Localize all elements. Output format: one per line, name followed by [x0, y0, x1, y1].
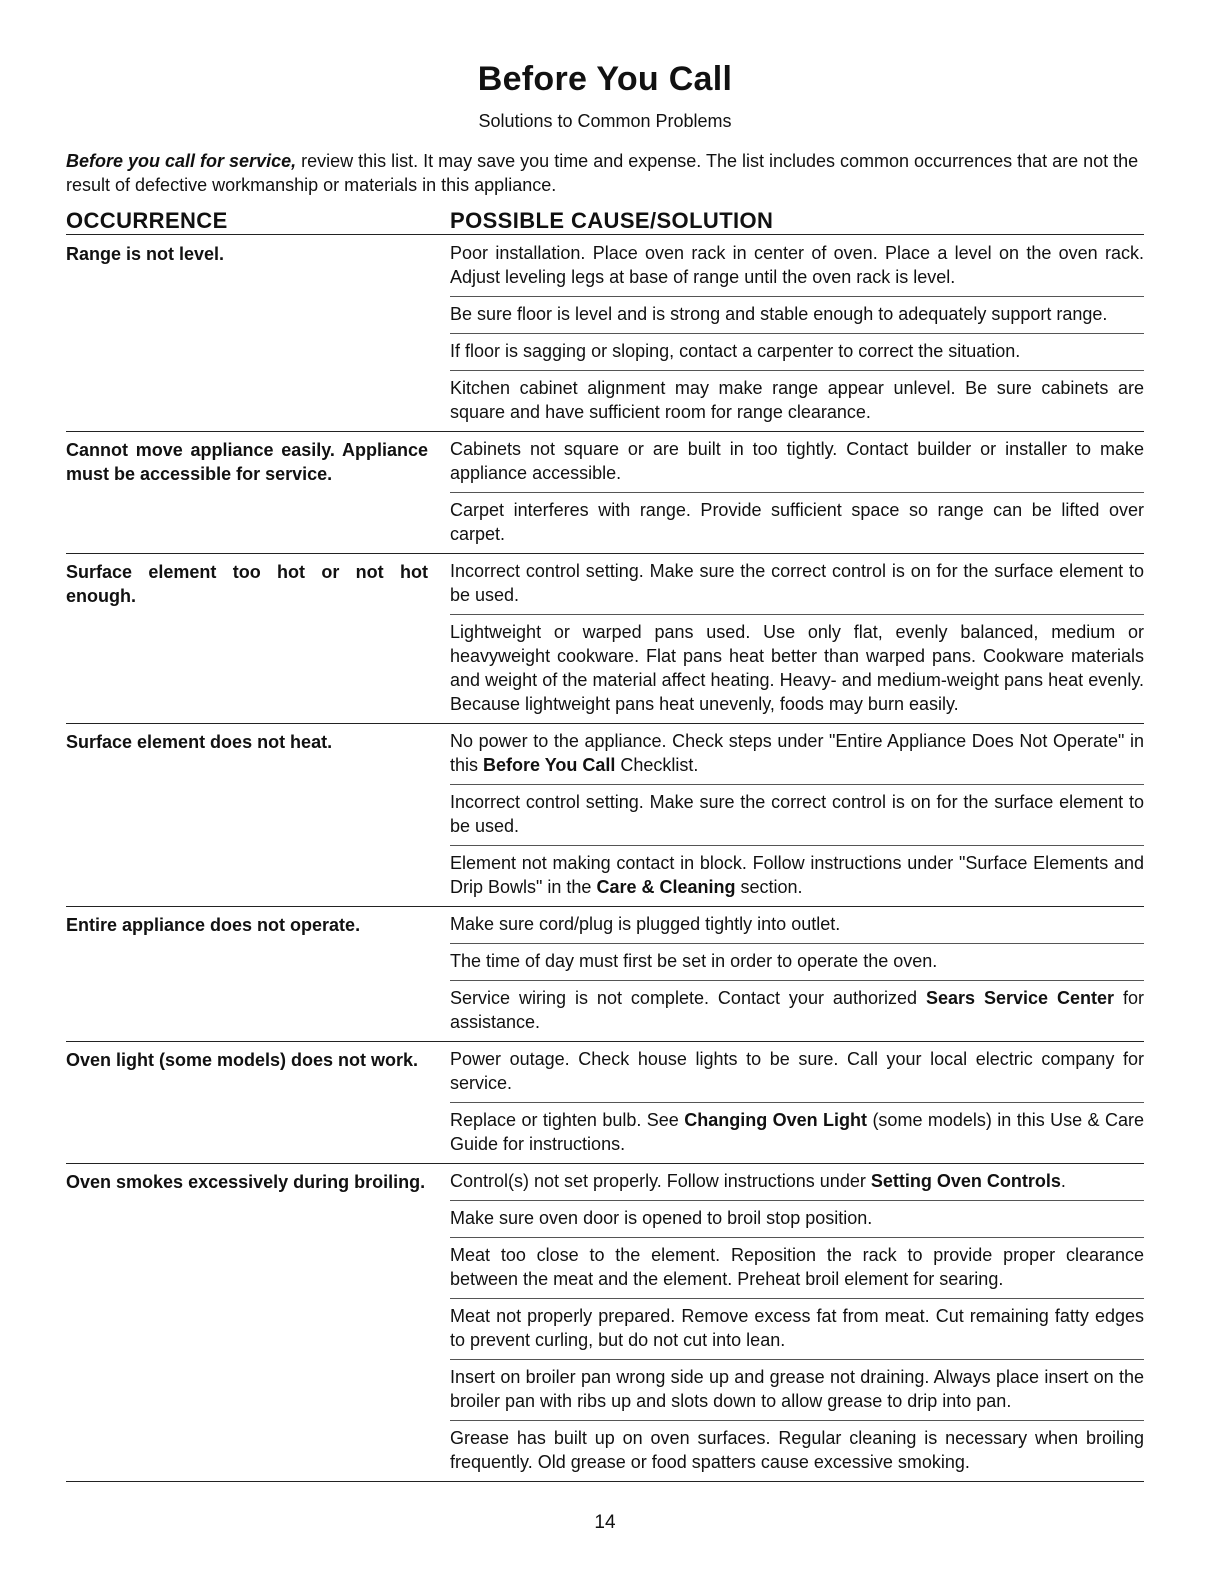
- solutions-cell: [450, 1164, 1144, 1481]
- solution-item: [450, 370, 1144, 431]
- solution-text: Power outage. Check house lights to be sure. Call your local electric company for service.: [450, 1049, 1144, 1093]
- solution-emphasis: Before You Call: [483, 755, 616, 775]
- solution-item: [450, 1237, 1144, 1298]
- occurrence-cell: Surface element does not heat.: [66, 732, 333, 752]
- solution-text: Incorrect control setting. Make sure the correct control is on for the surface element to be used.: [450, 792, 1144, 836]
- table-row: [66, 236, 1144, 432]
- solution-item: [450, 845, 1144, 906]
- intro-paragraph: [66, 149, 1144, 197]
- solution-item: [450, 1359, 1144, 1420]
- solutions-cell: [450, 236, 1144, 431]
- intro-lead: Before you call for service,: [66, 151, 297, 171]
- solution-text: Grease has built up on oven surfaces. Regular cleaning is necessary when broiling frequently. Old grease or food spatters cause excessive smoking.: [450, 1428, 1144, 1472]
- solution-text: Element not making contact in block. Follow instructions under "Surface Elements and Drip Bowls" in the: [450, 853, 1144, 897]
- solution-text: Insert on broiler pan wrong side up and grease not draining. Always place insert on the broiler pan with ribs up and slots down to allow grease to drip into pan.: [450, 1367, 1144, 1411]
- header-divider: [66, 234, 1144, 235]
- occurrence-cell: Cannot move appliance easily. Appliance must be accessible for service.: [66, 440, 428, 484]
- solution-text: .: [1060, 1171, 1066, 1191]
- solution-item: [450, 1164, 1144, 1200]
- solutions-cell: [450, 554, 1144, 723]
- occurrence-cell: Range is not level.: [66, 244, 225, 264]
- occurrence-header: OCCURRENCE: [66, 208, 228, 233]
- occurrence-cell: Oven smokes excessively during broiling.: [66, 1172, 426, 1192]
- solution-item: [450, 724, 1144, 784]
- table-row: [66, 432, 1144, 554]
- solution-text: Incorrect control setting. Make sure the correct control is on for the surface element to be used.: [450, 561, 1144, 605]
- solution-text: Carpet interferes with range. Provide sufficient space so range can be lifted over carpet.: [450, 500, 1144, 544]
- solution-item: [450, 492, 1144, 553]
- solution-item: [450, 296, 1144, 333]
- solution-text: section.: [735, 877, 803, 897]
- solution-item: [450, 1102, 1144, 1163]
- table-row: [66, 907, 1144, 1042]
- solution-text: Meat not properly prepared. Remove excess fat from meat. Cut remaining fatty edges to prevent curling, but do not cut into lean.: [450, 1306, 1144, 1350]
- solution-text: Replace or tighten bulb. See: [450, 1110, 685, 1130]
- solution-text: Lightweight or warped pans used. Use only flat, evenly balanced, medium or heavyweight cookware. Flat pans heat better than warped pans. Cookware materials and weight of the material affect heating. Heavy- and medium-weight pans heat evenly. Because lightweight pans heat unevenly, foods may burn easily.: [450, 622, 1144, 714]
- solution-item: [450, 554, 1144, 614]
- solution-item: [450, 907, 1144, 943]
- solution-text: Poor installation. Place oven rack in center of oven. Place a level on the oven rack. Adjust leveling legs at base of range until the oven rack is level.: [450, 243, 1144, 287]
- intro-text: review this list. It may save you time and expense. The list includes common occurrences that are not the result of defective workmanship or materials in this appliance.: [66, 151, 1139, 195]
- solution-text: No power to the appliance. Check steps under "Entire Appliance Does Not Operate" in this: [450, 731, 1144, 775]
- solutions-cell: [450, 907, 1144, 1041]
- solution-text: Be sure floor is level and is strong and stable enough to adequately support range.: [450, 304, 1108, 324]
- solution-item: [450, 1420, 1144, 1481]
- solution-emphasis: Setting Oven Controls: [870, 1171, 1061, 1191]
- solution-item: [450, 614, 1144, 723]
- solutions-cell: [450, 1042, 1144, 1163]
- solutions-cell: [450, 724, 1144, 906]
- solution-item: [450, 980, 1144, 1041]
- solution-text: (some models) in this Use & Care Guide for instructions.: [450, 1110, 1144, 1154]
- solution-item: [450, 333, 1144, 370]
- solution-text: The time of day must first be set in order to operate the oven.: [450, 951, 938, 971]
- solution-emphasis: Care & Cleaning: [596, 877, 736, 897]
- occurrence-cell: Entire appliance does not operate.: [66, 915, 361, 935]
- occurrence-cell: Surface element too hot or not hot enough.: [66, 562, 428, 606]
- solution-item: [450, 1042, 1144, 1102]
- solution-text: Make sure cord/plug is plugged tightly into outlet.: [450, 914, 841, 934]
- solution-text: If floor is sagging or sloping, contact a carpenter to correct the situation.: [450, 341, 1021, 361]
- solution-item: [450, 943, 1144, 980]
- solution-emphasis: Sears Service Center: [925, 988, 1115, 1008]
- solution-item: [450, 784, 1144, 845]
- table-row: [66, 1042, 1144, 1164]
- solution-text: Meat too close to the element. Reposition the rack to provide proper clearance between the meat and the element. Preheat broil element for searing.: [450, 1245, 1144, 1289]
- solution-text: Control(s) not set properly. Follow instructions under: [450, 1171, 871, 1191]
- solution-text: Make sure oven door is opened to broil stop position.: [450, 1208, 873, 1228]
- solution-text: Checklist.: [615, 755, 699, 775]
- solution-emphasis: Changing Oven Light: [684, 1110, 868, 1130]
- page-subtitle: Solutions to Common Problems: [478, 111, 732, 131]
- solution-item: [450, 1200, 1144, 1237]
- table-row: [66, 1164, 1144, 1482]
- page-number: 14: [594, 1512, 616, 1533]
- solution-text: for assistance.: [450, 988, 1144, 1032]
- solution-item: [450, 1298, 1144, 1359]
- solutions-cell: [450, 432, 1144, 553]
- page-title: Before You Call: [477, 60, 733, 98]
- table-row: [66, 724, 1144, 907]
- solution-text: Cabinets not square or are built in too tightly. Contact builder or installer to make appliance accessible.: [450, 439, 1144, 483]
- solution-text: Service wiring is not complete. Contact your authorized: [450, 988, 926, 1008]
- solution-item: [450, 236, 1144, 296]
- troubleshooting-table: [66, 236, 1144, 1482]
- solution-item: [450, 432, 1144, 492]
- solution-header: POSSIBLE CAUSE/SOLUTION: [450, 208, 774, 233]
- occurrence-cell: Oven light (some models) does not work.: [66, 1050, 419, 1070]
- solution-text: Kitchen cabinet alignment may make range appear unlevel. Be sure cabinets are square and have sufficient room for range clearance.: [450, 378, 1144, 422]
- table-row: [66, 554, 1144, 724]
